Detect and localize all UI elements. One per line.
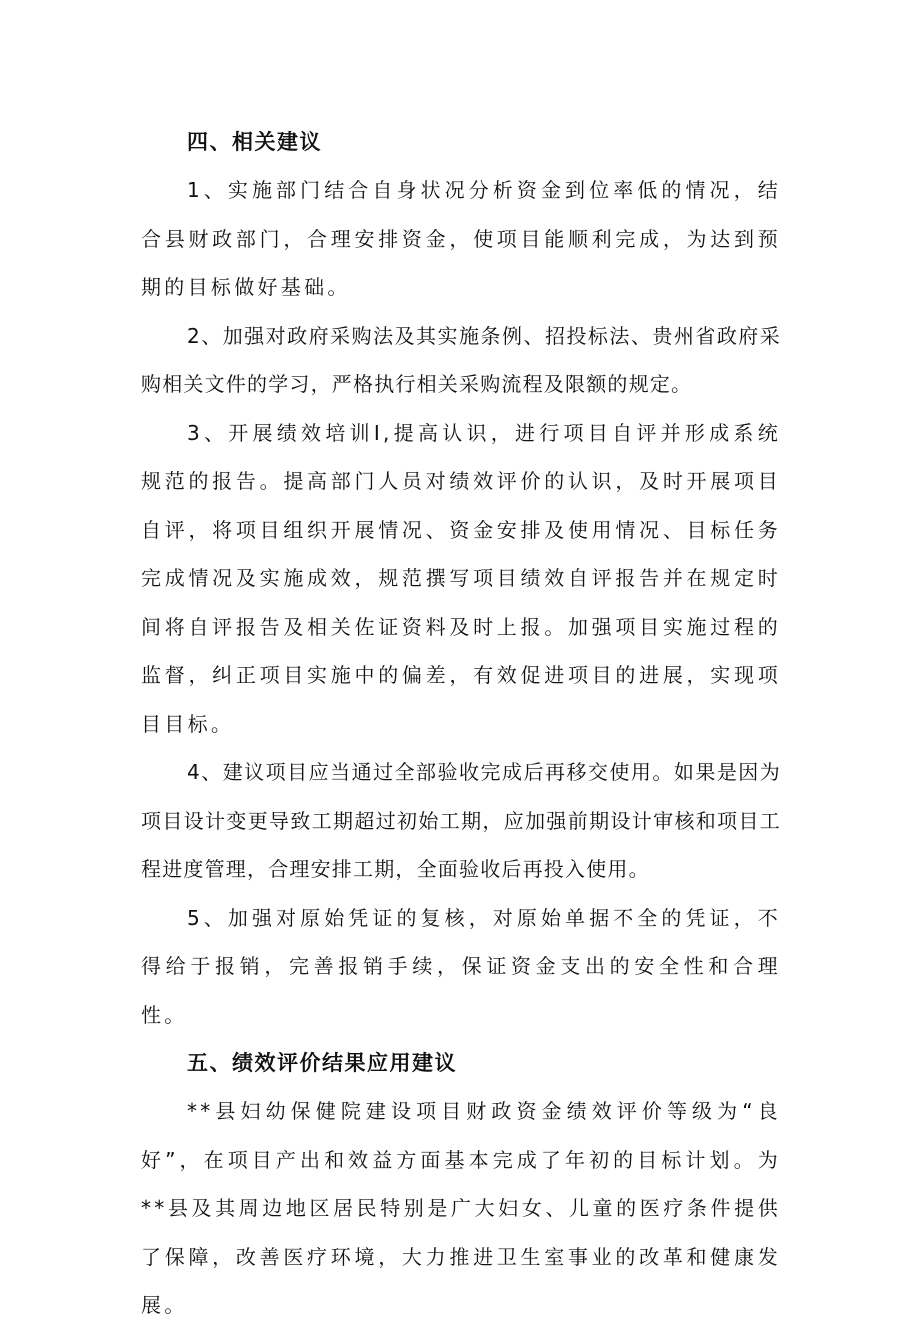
section-heading-5: 五、绩效评价结果应用建议	[187, 1051, 457, 1075]
section-heading-4: 四、相关建议	[187, 130, 322, 154]
recommendation-item-4: 4、建议项目应当通过全部验收完成后再移交使用。如果是因为项目设计变更导致工期超过初始工期，应加强前期设计审核和项目工程进度管理，合理安排工期，全面验收后再投入使用。	[141, 760, 781, 881]
document-body	[141, 118, 781, 1330]
recommendation-item-5: 5、加强对原始凭证的复核，对原始单据不全的凭证，不得给于报销，完善报销手续，保证资金支出的安全性和合理性。	[141, 905, 781, 1027]
recommendation-item-2: 2、加强对政府采购法及其实施条例、招投标法、贵州省政府采购相关文件的学习，严格执行相关采购流程及限额的规定。	[141, 323, 781, 396]
recommendation-item-3: 3、开展绩效培训I,提高认识，进行项目自评并形成系统规范的报告。提高部门人员对绩效评价的认识，及时开展项目自评，将项目组织开展情况、资金安排及使用情况、目标任务完成情况及实施成效，规范撰写项目绩效自评报告并在规定时间将自评报告及相关佐证资料及时上报。加强项目实施过程的监督，纠正项目实施中的偏差，有效促进项目的进展，实现项目目标。	[141, 420, 781, 736]
evaluation-result-paragraph: **县妇幼保健院建设项目财政资金绩效评价等级为“良好”，在项目产出和效益方面基本完成了年初的目标计划。为**县及其周边地区居民特别是广大妇女、儿童的医疗条件提供了保障，改善医疗环境，大力推进卫生室事业的改革和健康发展。	[141, 1099, 781, 1317]
recommendation-item-1: 1、实施部门结合自身状况分析资金到位率低的情况，结合县财政部门，合理安排资金，使项目能顺利完成，为达到预期的目标做好基础。	[141, 178, 781, 299]
